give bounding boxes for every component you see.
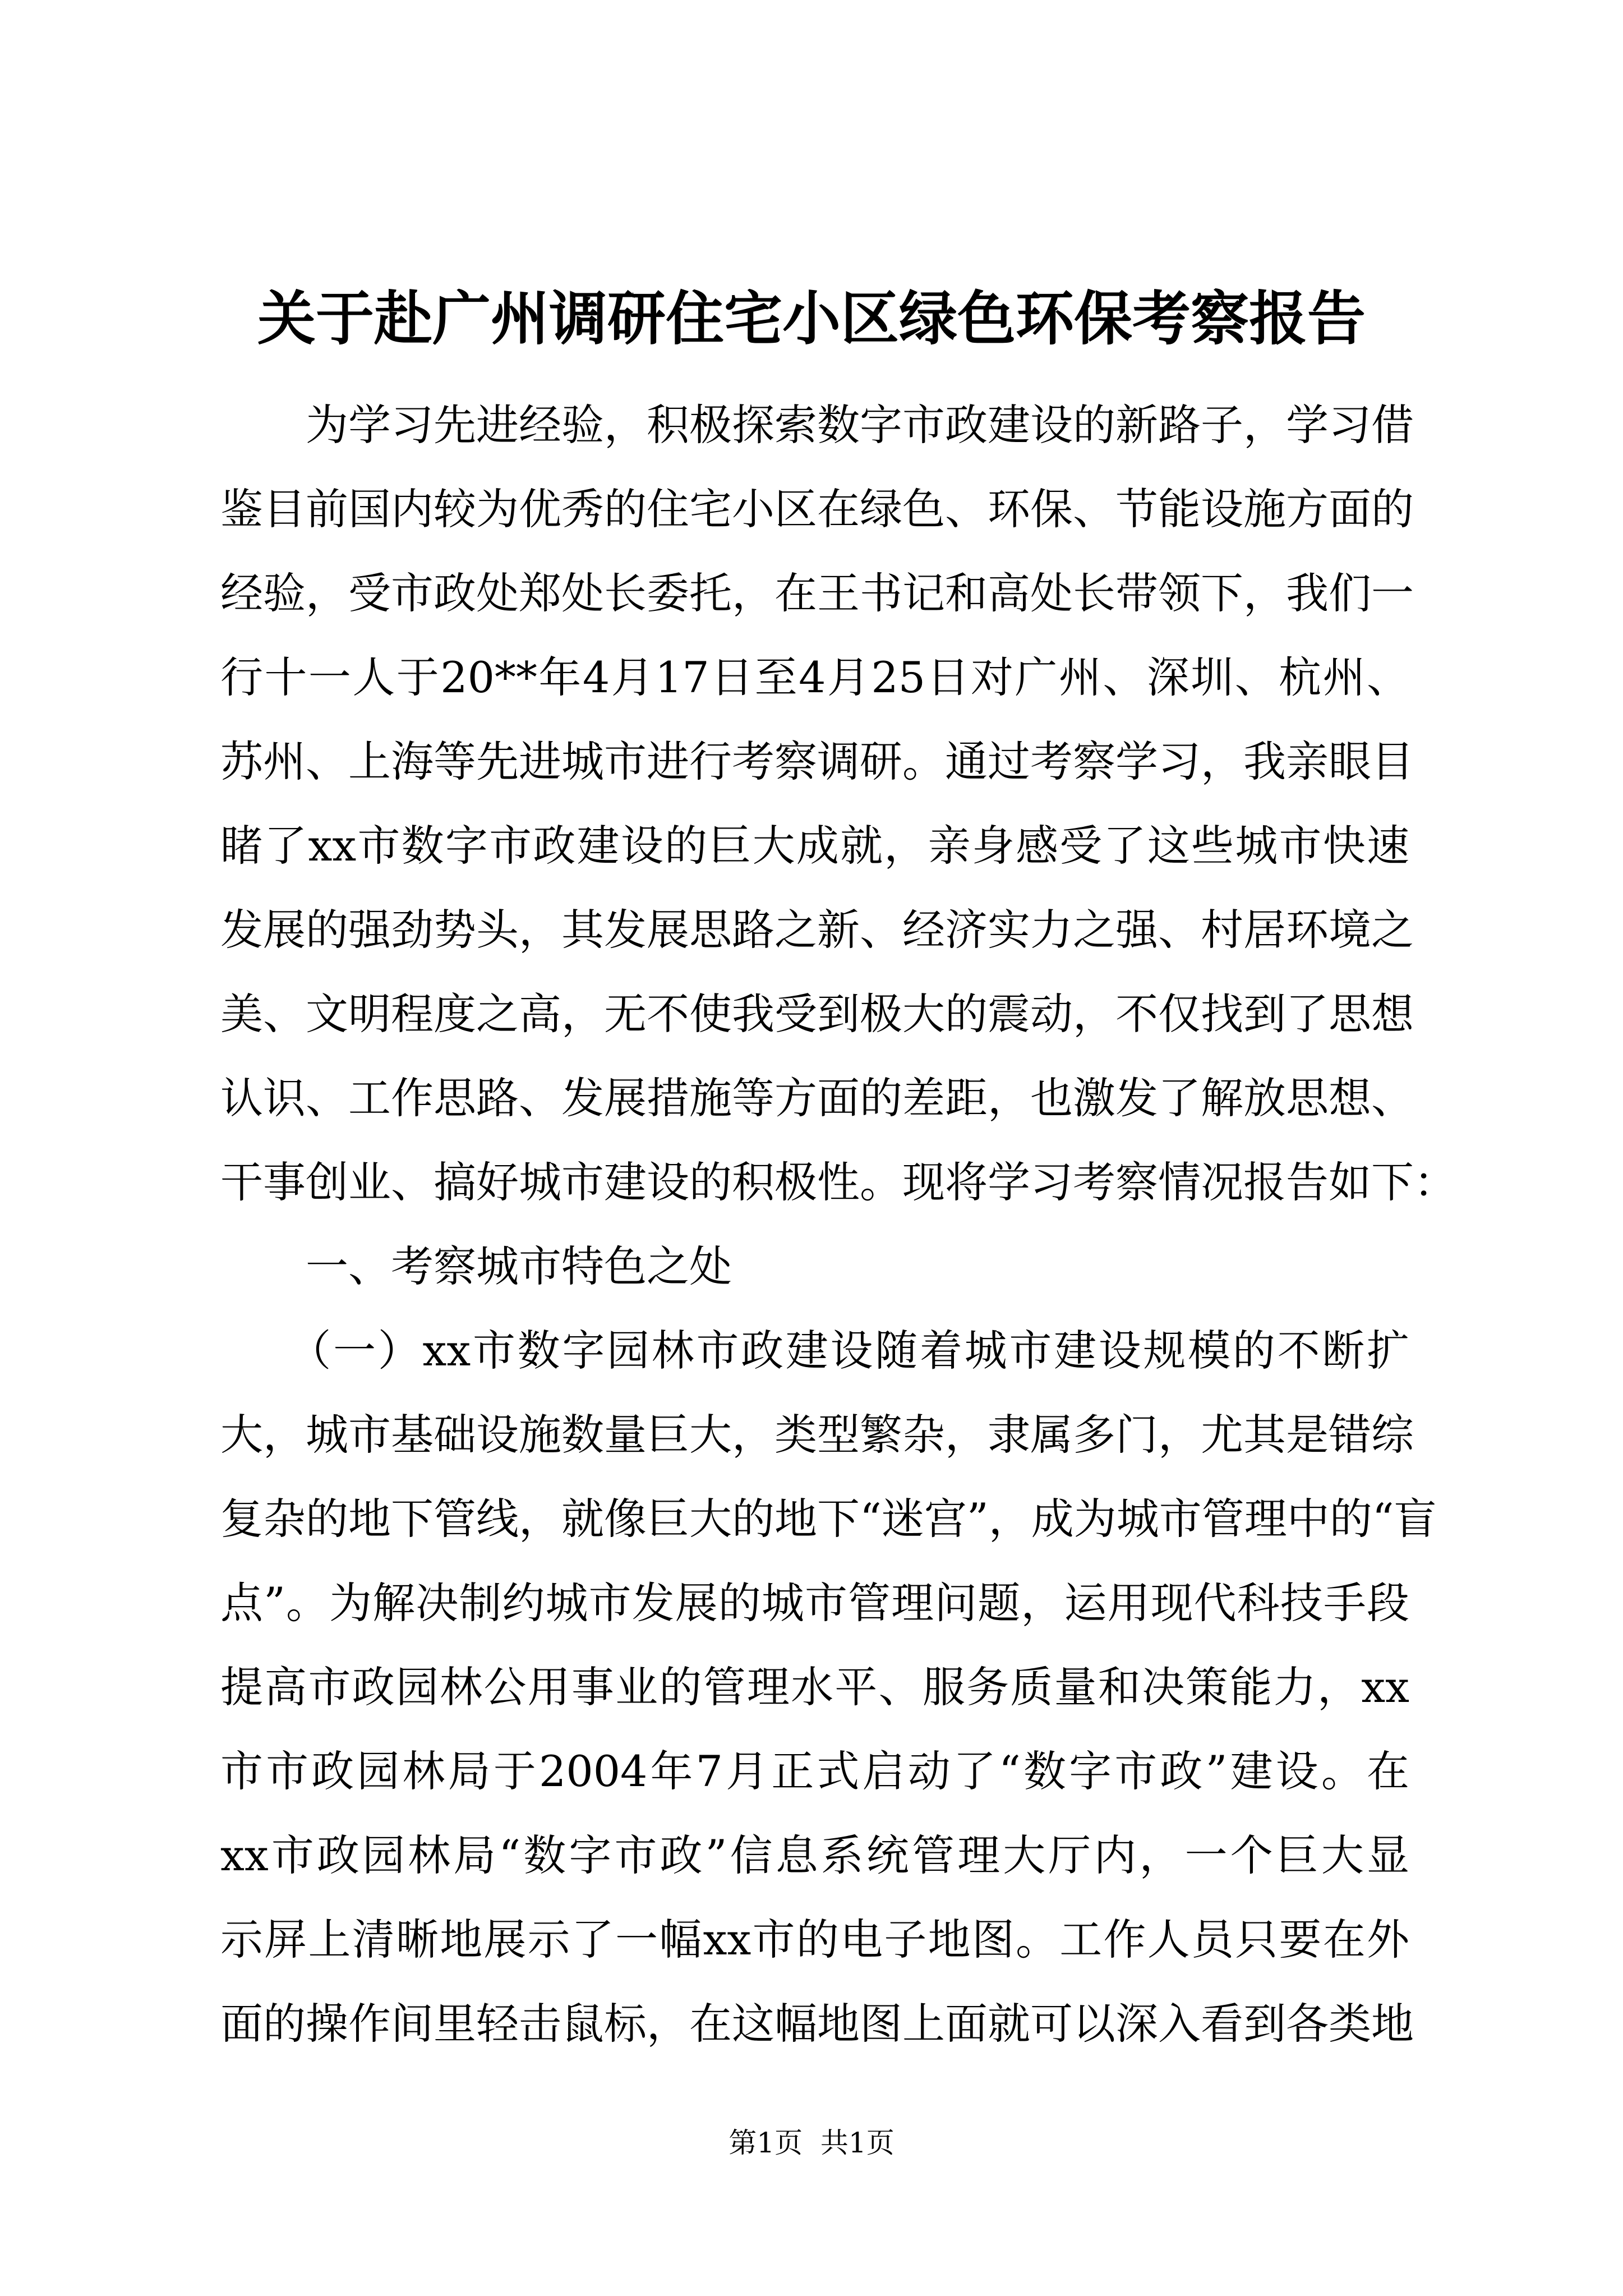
paragraph-line-17: xx市政园林局“数字市政”信息系统管理大厅内，一个巨大显	[220, 1830, 1409, 1880]
paragraph-line-3: 经验，受市政处郑处长委托，在王书记和高处长带领下，我们一	[220, 568, 1414, 618]
document-title: 关于赴广州调研住宅小区绿色环保考察报告	[257, 284, 1366, 353]
paragraph-line-15: 提高市政园林公用事业的管理水平、服务质量和决策能力，xx	[220, 1662, 1409, 1712]
paragraph-line-19: 面的操作间里轻击鼠标，在这幅地图上面就可以深入看到各类地	[220, 1999, 1414, 2049]
paragraph-line-16: 市市政园林局于2004年7月正式启动了“数字市政”建设。在	[220, 1746, 1409, 1796]
paragraph-line-9: 认识、工作思路、发展措施等方面的差距，也激发了解放思想、	[220, 1073, 1414, 1123]
paragraph-line-11: （一）xx市数字园林市政建设随着城市建设规模的不断扩	[220, 1326, 1409, 1375]
paragraph-line-18: 示屏上清晰地展示了一幅xx市的电子地图。工作人员只要在外	[220, 1915, 1409, 1964]
paragraph-line-1: 为学习先进经验，积极探索数字市政建设的新路子，学习借	[220, 400, 1414, 450]
paragraph-line-10: 干事创业、搞好城市建设的积极性。现将学习考察情况报告如下：	[220, 1157, 1456, 1207]
page-footer: 第1页 共1页	[728, 2127, 895, 2159]
paragraph-line-6: 睹了xx市数字市政建设的巨大成就，亲身感受了这些城市快速	[220, 821, 1409, 871]
section-heading: 一、考察城市特色之处	[220, 1241, 732, 1291]
paragraph-line-5: 苏州、上海等先进城市进行考察调研。通过考察学习，我亲眼目	[220, 737, 1414, 786]
paragraph-line-14: 点”。为解决制约城市发展的城市管理问题，运用现代科技手段	[220, 1578, 1409, 1628]
paragraph-line-2: 鉴目前国内较为优秀的住宅小区在绿色、环保、节能设施方面的	[220, 484, 1414, 534]
paragraph-line-13: 复杂的地下管线，就像巨大的地下“迷宫”，成为城市管理中的“盲	[220, 1494, 1437, 1544]
paragraph-line-4: 行十一人于20**年4月17日至4月25日对广州、深圳、杭州、	[220, 652, 1409, 702]
paragraph-line-8: 美、文明程度之高，无不使我受到极大的震动，不仅找到了思想	[220, 989, 1414, 1039]
paragraph-line-7: 发展的强劲势头，其发展思路之新、经济实力之强、村居环境之	[220, 905, 1414, 955]
paragraph-line-12: 大，城市基础设施数量巨大，类型繁杂，隶属多门，尤其是错综	[220, 1410, 1414, 1460]
